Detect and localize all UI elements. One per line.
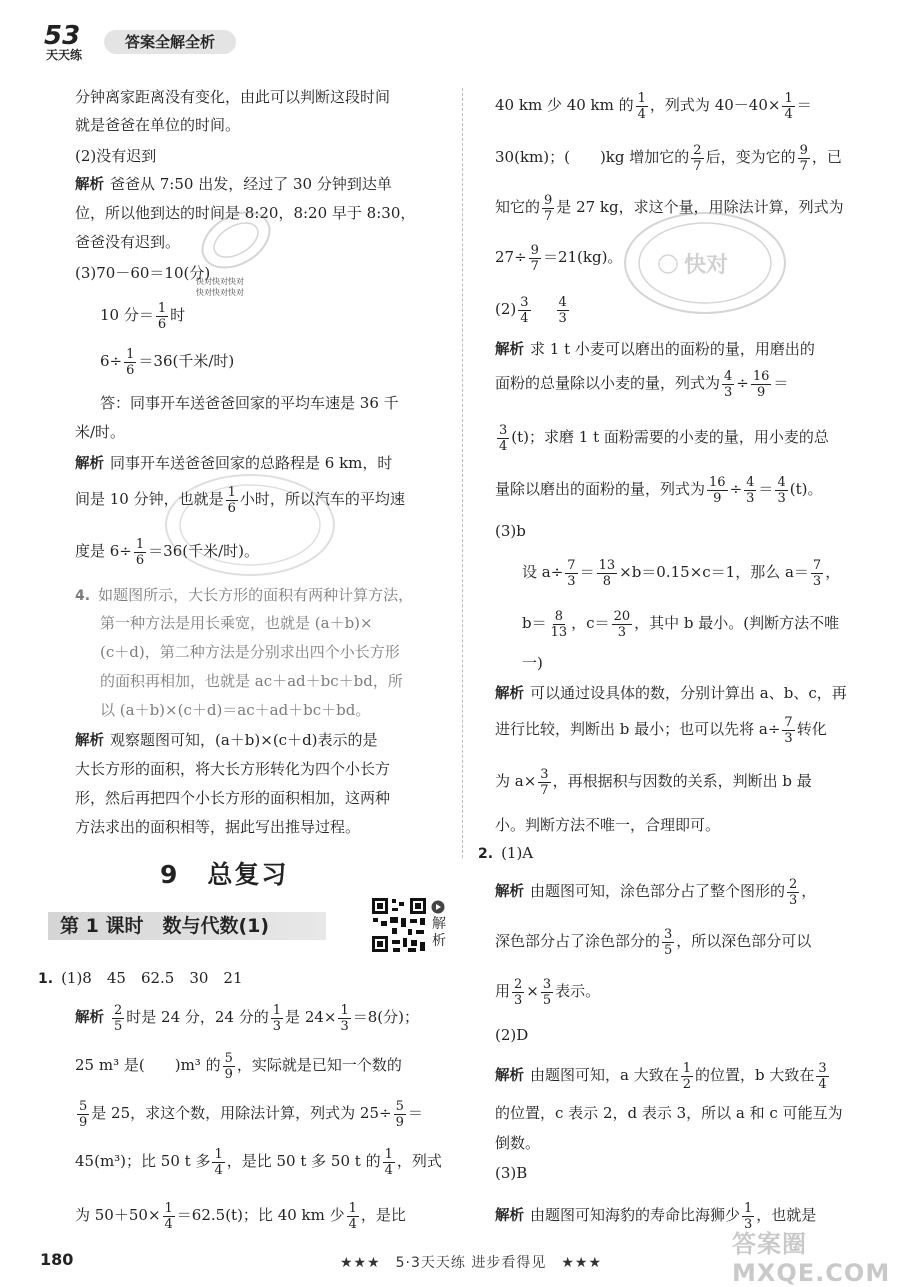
fraction: $\frac{3}{4}$ [818, 1060, 827, 1092]
text: ，再根据积与因数的关系，判断出 b 最 [552, 772, 812, 790]
text-line [495, 712, 827, 746]
text-line: 倒数。 [495, 1134, 541, 1152]
text: 是 24× [285, 1008, 337, 1026]
text: ，是比 [360, 1206, 406, 1224]
fraction: $\frac{1}{6}$ [157, 300, 167, 332]
text-line: 的面积再相加，也就是 ac＋ad＋bc＋bd，所 [100, 672, 403, 690]
text: ＝ [579, 563, 595, 581]
text-line [495, 140, 842, 174]
text: × [526, 982, 539, 1000]
text-line [495, 974, 600, 1008]
text-line: 分钟离家距离没有变化，由此可以判断这段时间 [75, 88, 391, 106]
text: 10 分＝ [100, 306, 154, 324]
text: ＝21(kg)。 [542, 248, 623, 266]
text: ÷ [729, 480, 743, 498]
text: ，列式为 40－40× [649, 96, 781, 114]
fraction: $\frac{5}{9}$ [79, 1098, 88, 1130]
text-line [75, 1048, 402, 1082]
fraction: $\frac{8}{13}$ [550, 608, 568, 640]
column-divider [462, 88, 463, 858]
text: (2) [495, 300, 517, 318]
fraction: $\frac{4}{3}$ [777, 474, 786, 506]
text: 27÷ [495, 248, 527, 266]
sub-answer [495, 292, 571, 326]
stamp-watermark [160, 470, 340, 584]
text: 45(m³)；比 50 t 多 [75, 1152, 211, 1170]
section-name: 总复习 [207, 860, 289, 889]
header-title: 答案全解全析 [104, 30, 236, 54]
text-line [75, 1198, 406, 1232]
svg-text:53: 53 [44, 21, 81, 51]
text: (1)A [501, 844, 534, 862]
text: 求 1 t 小麦可以磨出的面粉的量，用磨出的 [530, 340, 815, 358]
analysis-label: 解析 [495, 1208, 524, 1224]
text: ， [801, 882, 817, 900]
question-number: 4. [75, 588, 91, 604]
fraction: $\frac{7}{3}$ [567, 557, 576, 589]
text: ×b＝0.15×c＝1，那么 a＝ [619, 563, 809, 581]
fraction: $\frac{5}{9}$ [395, 1098, 404, 1130]
text: 40 km 少 40 km 的 [495, 96, 634, 114]
analysis-label: 解析 [75, 733, 104, 749]
text: 度是 6÷ [75, 542, 132, 560]
fraction: $\frac{3}{4}$ [499, 422, 508, 454]
footer-slogan: ★★★ 5·3天天练 进步看得见 ★★★ [340, 1255, 603, 1271]
sub-answer: (3)B [495, 1164, 528, 1182]
fraction: $\frac{1}{6}$ [135, 536, 145, 568]
text: 如题图所示，大长方形的面积有两种计算方法， [98, 586, 414, 604]
text: ，是比 50 t 多 50 t 的 [226, 1152, 381, 1170]
text: 时是 24 分，24 分的 [126, 1008, 269, 1026]
analysis-label: 解析 [495, 342, 524, 358]
analysis-label: 解析 [495, 686, 524, 702]
text-line [495, 764, 812, 798]
text: 深色部分占了涂色部分的 [495, 932, 661, 950]
fraction: $\frac{4}{3}$ [558, 294, 567, 326]
text-line: 位，所以他到达的时间是 8:20，8:20 早于 8:30， [75, 204, 416, 222]
text: ＝ [407, 1104, 423, 1122]
text: 由题图可知，a 大致在 [530, 1066, 679, 1084]
fraction: $\frac{4}{3}$ [724, 368, 733, 400]
fraction: $\frac{2}{5}$ [114, 1002, 123, 1034]
text: 是 25，求这个数，用除法计算，列式为 25÷ [91, 1104, 392, 1122]
text: ＝62.5(t)；比 40 km 少 [176, 1206, 345, 1224]
text: ＝ [773, 374, 789, 392]
text: 设 a÷ [522, 563, 564, 581]
text: ＝36(千米/时) [138, 352, 235, 370]
text-line [75, 1144, 442, 1178]
site-watermark: 答案圈 MXQE.COM [732, 1230, 891, 1287]
fraction: $\frac{4}{3}$ [746, 474, 755, 506]
text-line [495, 472, 822, 506]
text-line: 方法求出的面积相等，据此写出推导过程。 [75, 818, 361, 836]
analysis-label: 解析 [495, 1068, 524, 1084]
analysis-line [495, 1058, 831, 1093]
text: 小时，所以汽车的平均速 [239, 490, 405, 508]
text-line: 的位置，c 表示 2，d 表示 3，所以 a 和 c 可能互为 [495, 1104, 843, 1122]
fraction: $\frac{1}{3}$ [272, 1002, 282, 1034]
analysis-label: 解析 [495, 884, 524, 900]
text: 爸爸从 7:50 出发，经过了 30 分钟到达单 [110, 175, 392, 193]
sub-answer: (3)70－60＝10(分) [75, 264, 211, 282]
text: 用 [495, 982, 511, 1000]
analysis-line [495, 682, 847, 705]
text-line: 以 (a＋b)×(c＋d)＝ac＋ad＋bc＋bd。 [100, 701, 371, 719]
fraction: $\frac{2}{3}$ [789, 876, 798, 908]
text: 由题图可知海豹的寿命比海狮少 [530, 1206, 741, 1224]
equation [495, 240, 622, 274]
text: b＝ [522, 614, 547, 632]
text: 25 m³ 是( )m³ 的 [75, 1056, 221, 1074]
stamp-watermark [196, 200, 276, 284]
fraction: $\frac{20}{3}$ [613, 608, 631, 640]
qr-code[interactable] [370, 896, 428, 954]
text-line: 米/时。 [75, 423, 126, 441]
equation [522, 606, 839, 640]
fraction: $\frac{1}{4}$ [384, 1146, 393, 1178]
fraction: $\frac{3}{7}$ [540, 766, 549, 798]
lesson-title: 第 1 课时 数与代数(1) [48, 912, 326, 940]
fraction: $\frac{1}{4}$ [164, 1200, 173, 1232]
text-line: 就是爸爸在单位的时间。 [75, 116, 241, 134]
sub-answer: (3)b [495, 522, 526, 540]
analysis-line [75, 1000, 419, 1035]
fraction: $\frac{13}{8}$ [598, 557, 616, 589]
fraction: $\frac{2}{3}$ [514, 976, 523, 1008]
text: ，所以深色部分可以 [676, 932, 812, 950]
fraction: $\frac{1}{4}$ [214, 1146, 223, 1178]
text: 时 [170, 306, 186, 324]
question-number: 1. [38, 971, 54, 987]
text: ，也就是 [756, 1206, 817, 1224]
text: 可以通过设具体的数，分别计算出 a、b、c，再 [530, 684, 847, 702]
text: ，列式 [396, 1152, 442, 1170]
text: ＝8(分)； [352, 1008, 420, 1026]
text: ，实际就是已知一个数的 [236, 1056, 402, 1074]
text-line: 小。判断方法不唯一，合理即可。 [495, 816, 721, 834]
text: 知它的 [495, 198, 541, 216]
analysis-label: 解析 [75, 177, 104, 193]
fraction: $\frac{3}{5}$ [542, 976, 552, 1008]
fraction: $\frac{1}{6}$ [126, 346, 135, 378]
text-line [75, 1096, 423, 1130]
fraction: $\frac{9}{7}$ [530, 242, 539, 274]
analysis-line [75, 173, 392, 196]
question-line [75, 584, 413, 607]
analysis-label: 解析 [75, 456, 104, 472]
text: (1)8 45 62.5 30 21 [61, 969, 243, 987]
small-note: 快对快对快对 [196, 277, 244, 286]
text: 同事开车送爸爸回家的总路程是 6 km，时 [110, 454, 393, 472]
stamp-text: 快对 [684, 253, 729, 278]
text: 为 50＋50× [75, 1206, 161, 1224]
fraction: $\frac{1}{3}$ [744, 1200, 753, 1232]
small-note: 快对快对快对 [196, 288, 244, 297]
text: (t)；求磨 1 t 面粉需要的小麦的量，用小麦的总 [511, 428, 829, 446]
section-number: 9 [160, 860, 180, 889]
text: ，其中 b 最小。(判断方法不唯 [634, 614, 840, 632]
fraction: $\frac{9}{7}$ [544, 192, 553, 224]
analysis-line [495, 338, 815, 361]
text: 的位置，b 大致在 [695, 1066, 815, 1084]
analysis-line [75, 729, 378, 752]
equation [100, 346, 234, 378]
fraction: $\frac{5}{9}$ [224, 1050, 233, 1082]
section-title [160, 855, 316, 891]
equation [100, 300, 185, 332]
text: 转化 [796, 720, 827, 738]
text: ，c＝ [571, 614, 610, 632]
text-line: 形，然后再把四个小长方形的面积相加，这两种 [75, 789, 391, 807]
text-line [495, 420, 829, 454]
fraction: $\frac{3}{5}$ [664, 926, 673, 958]
text: 后，变为它的 [705, 148, 796, 166]
equation [522, 555, 840, 589]
fraction: $\frac{1}{6}$ [227, 484, 236, 516]
text: ，已 [811, 148, 842, 166]
text: ÷ [736, 374, 749, 392]
sub-answer: (2)D [495, 1026, 529, 1044]
text-line: 爸爸没有迟到。 [75, 233, 181, 251]
text: ＝36(千米/时)。 [148, 542, 260, 560]
svg-text:天天练: 天天练 [46, 48, 83, 62]
text-line: 答：同事开车送爸爸回家的平均车速是 36 千 [100, 394, 399, 412]
text: 表示。 [555, 982, 601, 1000]
text: (t)。 [789, 480, 823, 498]
analysis-label: 解析 [75, 1010, 104, 1026]
fraction: $\frac{3}{4}$ [520, 294, 529, 326]
text-line: 一) [522, 654, 543, 672]
text-line [495, 366, 788, 400]
page-number: 180 [40, 1250, 74, 1269]
fraction: $\frac{9}{7}$ [799, 142, 808, 174]
text: 30(km)；( )kg 增加它的 [495, 148, 690, 166]
text: 为 a× [495, 772, 537, 790]
fraction: $\frac{1}{4}$ [784, 90, 793, 122]
text: ＝ [758, 480, 774, 498]
question-line [478, 842, 533, 865]
stamp-watermark [620, 208, 790, 322]
text: ＝ [796, 96, 812, 114]
play-icon [431, 900, 445, 914]
text: 进行比较，判断出 b 最小；也可以先将 a÷ [495, 720, 781, 738]
text: ， [825, 563, 841, 581]
text: 观察题图可知，(a＋b)×(c＋d)表示的是 [110, 731, 378, 749]
fraction: $\frac{1}{3}$ [340, 1002, 349, 1034]
analysis-line [495, 874, 816, 909]
text-line [495, 88, 812, 122]
qr-label: 解析 [432, 916, 446, 949]
text: 面粉的总量除以小麦的量，列式为 [495, 374, 721, 392]
sub-answer: (2)没有迟到 [75, 147, 157, 165]
fraction: $\frac{7}{3}$ [784, 714, 793, 746]
text: 量除以磨出的面粉的量，列式为 [495, 480, 706, 498]
fraction: $\frac{1}{2}$ [682, 1060, 691, 1092]
fraction: $\frac{2}{7}$ [693, 142, 702, 174]
fraction: $\frac{16}{9}$ [752, 368, 770, 400]
question-line [38, 967, 243, 990]
fraction: $\frac{1}{4}$ [637, 90, 646, 122]
text-line [495, 924, 811, 958]
fraction: $\frac{1}{4}$ [348, 1200, 357, 1232]
text: 是 27 kg，求这个量，用除法计算，列式为 [556, 198, 844, 216]
text-line: (c＋d)，第二种方法是分别求出四个小长方形 [100, 643, 400, 661]
fraction: $\frac{16}{9}$ [709, 474, 726, 506]
text: 由题图可知，涂色部分占了整个图形的 [530, 882, 786, 900]
question-number: 2. [478, 846, 494, 862]
text-line: 大长方形的面积，将大长方形转化为四个小长方 [75, 760, 391, 778]
text-line: 第一种方法是用长乘宽，也就是 (a＋b)× [100, 614, 373, 632]
text: 6÷ [100, 352, 123, 370]
fraction: $\frac{7}{3}$ [812, 557, 822, 589]
text: 间是 10 分钟，也就是 [75, 490, 224, 508]
brand-logo [42, 18, 98, 62]
